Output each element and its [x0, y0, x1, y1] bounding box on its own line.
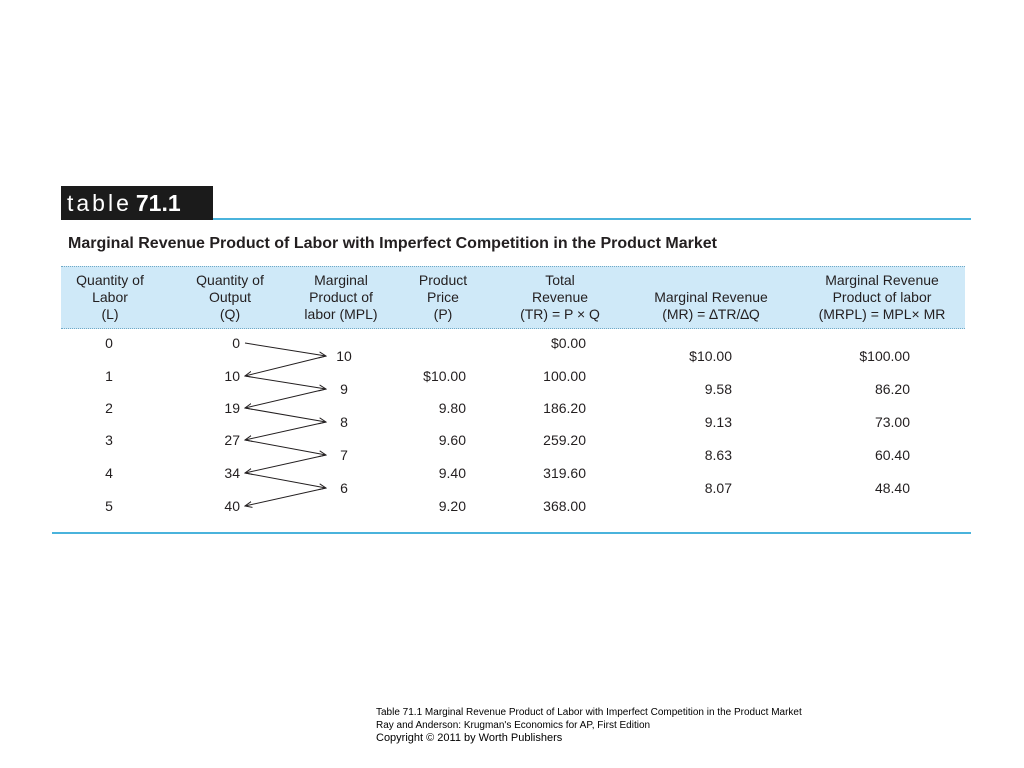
header-output-line2: Output: [208, 289, 252, 305]
header-tr-line1: Total: [545, 272, 575, 288]
connector-line: [245, 356, 326, 376]
mpl-cell: 10: [336, 348, 352, 364]
header-tr-line2: Revenue: [531, 289, 589, 305]
header-price-line1: Product: [418, 272, 468, 288]
tr-cell: 259.20: [543, 432, 586, 448]
labor-cell: 1: [105, 368, 113, 384]
bottom-rule: [52, 532, 971, 534]
price-cell: $10.00: [423, 368, 466, 384]
header-mrpl-line2: Product of labor: [832, 289, 932, 305]
caption-line3: Copyright © 2011 by Worth Publishers: [376, 732, 563, 744]
caption-line2: Ray and Anderson: Krugman's Economics for AP, First Edition: [376, 720, 651, 731]
header-labor-line1: Quantity of: [76, 272, 144, 288]
header-price-line2: Price: [427, 289, 459, 305]
mr-cell: 8.63: [704, 447, 732, 463]
labor-cell: 2: [105, 400, 113, 416]
labor-cell: 4: [105, 465, 113, 481]
header-output-line1: Quantity of: [196, 272, 264, 288]
mrpl-cell: 48.40: [874, 480, 910, 496]
table-word: table: [67, 190, 132, 216]
connector-line: [245, 473, 326, 488]
connector-line: [245, 440, 326, 455]
connector-line: [245, 488, 326, 506]
connector-line: [245, 389, 326, 408]
labor-cell: 3: [105, 432, 113, 448]
header-labor-line2: Labor: [92, 289, 128, 305]
output-cell: 34: [224, 465, 240, 481]
tr-cell: 368.00: [543, 498, 586, 514]
header-mrpl-line1: Marginal Revenue: [825, 272, 939, 288]
mpl-cell: 9: [340, 381, 348, 397]
connector-line: [245, 376, 326, 389]
tr-cell: 319.60: [543, 465, 586, 481]
output-cell: 19: [224, 400, 240, 416]
connector-line: [245, 408, 326, 422]
output-cell: 27: [224, 432, 240, 448]
header-output-line3: (Q): [219, 306, 241, 322]
mrpl-cell: $100.00: [859, 348, 910, 364]
mpl-cell: 8: [340, 414, 348, 430]
price-cell: 9.80: [438, 400, 466, 416]
header-mpl-line1: Marginal: [314, 272, 368, 288]
mrpl-cell: 73.00: [874, 414, 910, 430]
output-cell: 40: [224, 498, 240, 514]
mr-cell: 9.58: [704, 381, 732, 397]
header-mrpl-line3: (MRPL) = MPL× MR: [818, 306, 946, 322]
table-number: 71.1: [135, 190, 181, 216]
caption-line1: Table 71.1 Marginal Revenue Product of Labor with Imperfect Competition in the Product Market: [376, 707, 802, 718]
output-cell: 10: [224, 368, 240, 384]
source-caption: [376, 706, 802, 745]
connector-line: [245, 343, 326, 356]
price-cell: 9.20: [438, 498, 466, 514]
mr-cell: 8.07: [704, 480, 732, 496]
connector-line: [245, 455, 326, 473]
mrpl-cell: 86.20: [874, 381, 910, 397]
output-cell: 0: [232, 335, 240, 351]
tr-cell: 100.00: [543, 368, 586, 384]
table-title: Marginal Revenue Product of Labor with Imperfect Competition in the Product Market: [68, 235, 717, 252]
mpl-cell: 6: [340, 480, 348, 496]
header-tr-line3: (TR) = P × Q: [520, 306, 600, 322]
header-mpl-line3: labor (MPL): [304, 306, 378, 322]
price-cell: 9.40: [438, 465, 466, 481]
header-mr-line3: (MR) = ∆TR/∆Q: [662, 306, 760, 322]
price-cell: 9.60: [438, 432, 466, 448]
tr-cell: 186.20: [543, 400, 586, 416]
mpl-cell: 7: [340, 447, 348, 463]
connector-line: [245, 422, 326, 440]
header-mr-line2: Marginal Revenue: [654, 289, 768, 305]
mr-cell: $10.00: [689, 348, 732, 364]
header-mpl-line2: Product of: [309, 289, 373, 305]
mr-cell: 9.13: [704, 414, 732, 430]
header-labor-line3: (L): [101, 306, 119, 322]
labor-cell: 0: [105, 335, 113, 351]
mrpl-cell: 60.40: [874, 447, 910, 463]
labor-cell: 5: [105, 498, 113, 514]
tr-cell: $0.00: [550, 335, 586, 351]
header-price-line3: (P): [433, 306, 453, 322]
